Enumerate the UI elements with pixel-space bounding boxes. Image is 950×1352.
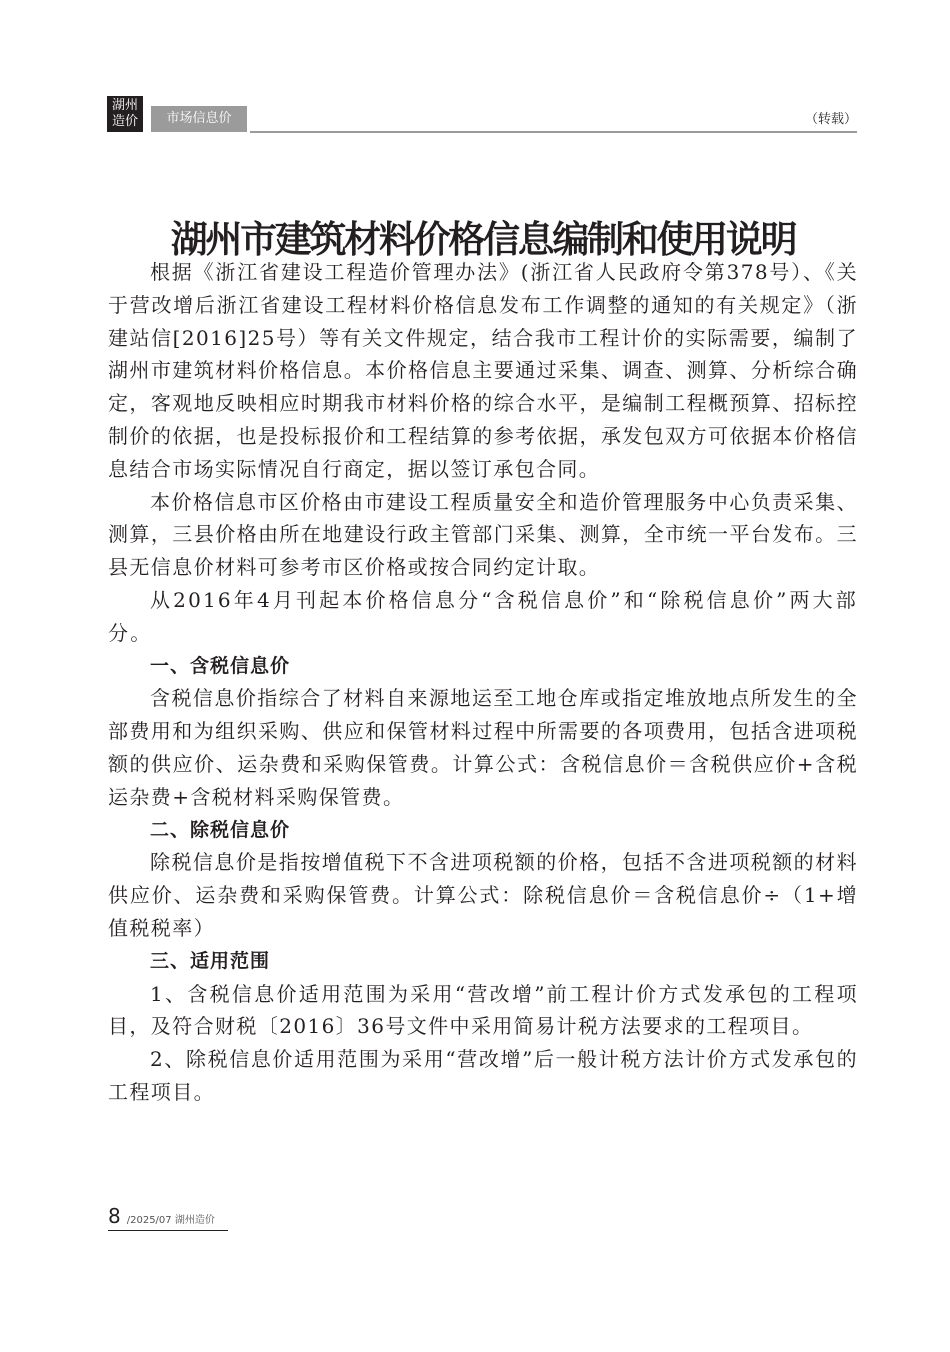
paragraph-scope-1: 1、含税信息价适用范围为采用“营改增”前工程计价方式发承包的工程项目，及符合财税〔2016〕36号文件中采用简易计税方法要求的工程项目。	[108, 981, 858, 1039]
heading-tax-exclusive: 二、除税信息价	[150, 818, 291, 841]
article-body	[108, 256, 858, 1109]
issue-label: /2025/07 湖州造价	[126, 1215, 215, 1226]
page-footer	[108, 1204, 228, 1231]
article-title: 湖州市建筑材料价格信息编制和使用说明	[170, 216, 796, 261]
reprint-label: （转载）	[804, 112, 857, 127]
logo-line-2: 造价	[111, 114, 138, 129]
header-divider	[250, 131, 857, 133]
paragraph-scope-2: 2、除税信息价适用范围为采用“营改增”后一般计税方法计价方式发承包的工程项目。	[108, 1047, 858, 1104]
logo-line-1: 湖州	[111, 98, 138, 113]
paragraph-tax-exclusive: 除税信息价是指按增值税下不含进项税额的价格，包括不含进项税额的材料供应价、运杂费和采购保管费。计算公式：除税信息价＝含税信息价÷（1+增值税税率）	[108, 850, 858, 940]
heading-scope: 三、适用范围	[150, 949, 271, 972]
paragraph-tax-inclusive: 含税信息价指综合了材料自来源地运至工地仓库或指定堆放地点所发生的全部费用和为组织采购、供应和保管材料过程中所需要的各项费用，包括含进项税额的供应价、运杂费和采购保管费。计算公式：含税信息价＝含税供应价+含税运杂费+含税材料采购保管费。	[108, 686, 858, 809]
page-number: 8	[108, 1204, 121, 1228]
heading-tax-inclusive: 一、含税信息价	[150, 654, 291, 677]
paragraph-collection: 本价格信息市区价格由市建设工程质量安全和造价管理服务中心负责采集、测算，三县价格由所在地建设行政主管部门采集、测算，全市统一平台发布。三县无信息价材料可参考市区价格或按合同约定计取。	[108, 489, 858, 580]
magazine-logo	[107, 96, 143, 132]
paragraph-intro: 根据《浙江省建设工程造价管理办法》(浙江省人民政府令第378号）、《关于营改增后浙江省建设工程材料价格信息发布工作调整的通知的有关规定》（浙建站信[2016]25号）等有关文件规定，结合我市工程计价的实际需要，编制了湖州市建筑材料价格信息。本价格信息主要通过采集、调查、测算、分析综合确定，客观地反映相应时期我市材料价格的综合水平，是编制工程概预算、招标控制价的依据，也是投标报价和工程结算的参考依据，承发包双方可依据本价格信息结合市场实际情况自行商定，据以签订承包合同。	[108, 260, 858, 481]
page-header	[107, 96, 857, 132]
paragraph-parts: 从2016年4月刊起本价格信息分“含税信息价”和“除税信息价”两大部分。	[108, 587, 858, 645]
section-label: 市场信息价	[151, 106, 247, 132]
